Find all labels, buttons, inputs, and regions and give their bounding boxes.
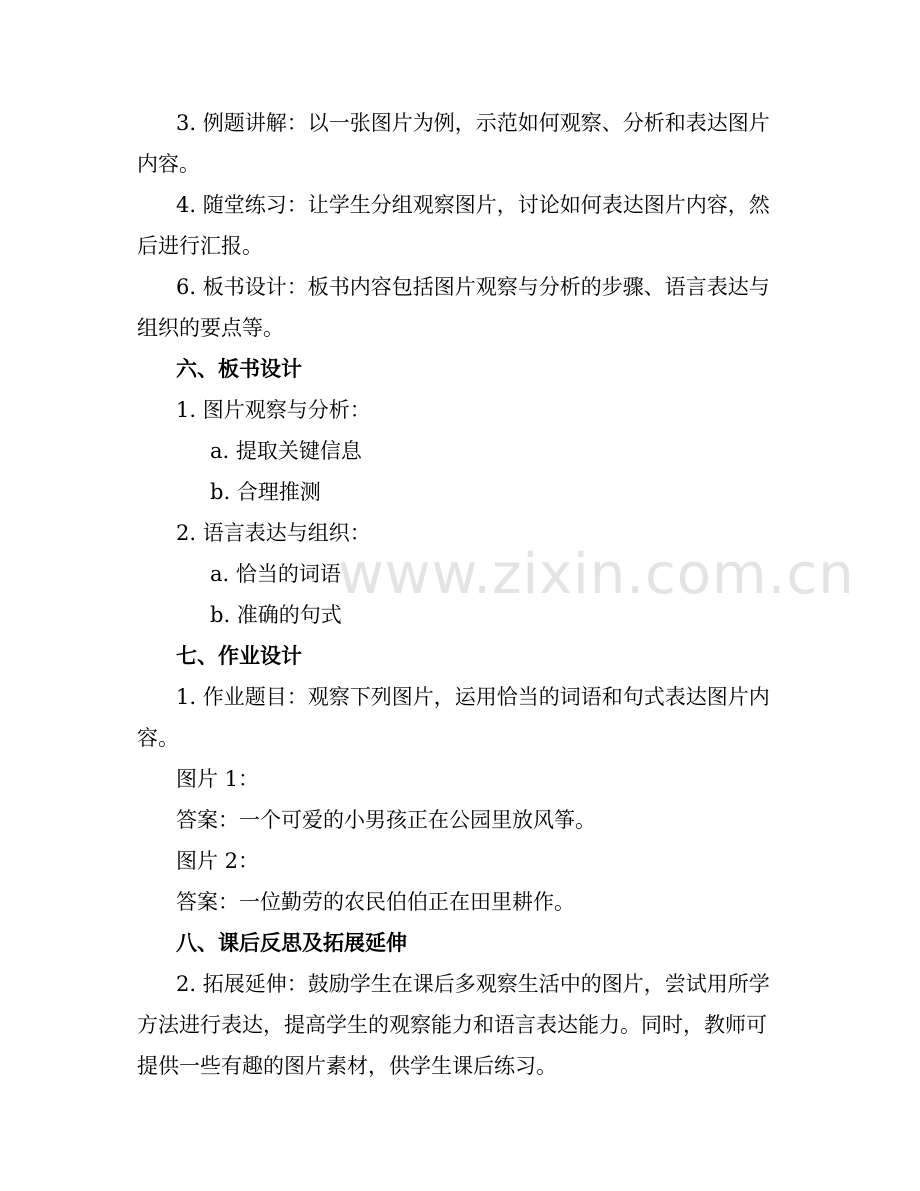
picture-2-label: 图片 2： [176, 849, 260, 873]
section-heading-reflection-extension: 八、课后反思及拓展延伸 [176, 930, 407, 955]
paragraph-example-explanation-line-2: 内容。 [137, 152, 200, 176]
sub-list-item-accurate-sentences: b. 准确的句式 [210, 603, 342, 627]
paragraph-example-explanation-line-1: 3. 例题讲解：以一张图片为例，示范如何观察、分析和表达图片 [176, 111, 770, 135]
paragraph-extension-line-1: 2. 拓展延伸：鼓励学生在课后多观察生活中的图片，尝试用所学 [176, 972, 770, 996]
paragraph-homework-line-2: 容。 [137, 726, 179, 750]
watermark: www.zixin.com.cn [338, 542, 855, 607]
sub-list-item-proper-words: a. 恰当的词语 [210, 562, 341, 586]
paragraph-extension-line-2: 方法进行表达，提高学生的观察能力和语言表达能力。同时，教师可 [137, 1013, 767, 1037]
sub-list-item-reasonable-guess: b. 合理推测 [210, 480, 321, 504]
paragraph-board-design-line-2: 组织的要点等。 [137, 316, 284, 340]
paragraph-class-practice-line-2: 后进行汇报。 [137, 234, 263, 258]
paragraph-extension-line-3: 提供一些有趣的图片素材，供学生课后练习。 [137, 1054, 557, 1078]
section-heading-homework-design: 七、作业设计 [176, 643, 302, 668]
answer-2: 答案：一位勤劳的农民伯伯正在田里耕作。 [176, 890, 575, 914]
paragraph-homework-line-1: 1. 作业题目：观察下列图片，运用恰当的词语和句式表达图片内 [176, 685, 770, 709]
section-heading-board-design: 六、板书设计 [176, 356, 302, 381]
list-item-observation-analysis: 1. 图片观察与分析： [176, 398, 371, 422]
paragraph-board-design-line-1: 6. 板书设计：板书内容包括图片观察与分析的步骤、语言表达与 [176, 275, 770, 299]
paragraph-class-practice-line-1: 4. 随堂练习：让学生分组观察图片，讨论如何表达图片内容，然 [176, 193, 770, 217]
list-item-language-expression: 2. 语言表达与组织： [176, 521, 371, 545]
answer-1: 答案：一个可爱的小男孩正在公园里放风筝。 [176, 808, 596, 832]
picture-1-label: 图片 1： [176, 767, 260, 791]
sub-list-item-key-info: a. 提取关键信息 [210, 439, 362, 463]
